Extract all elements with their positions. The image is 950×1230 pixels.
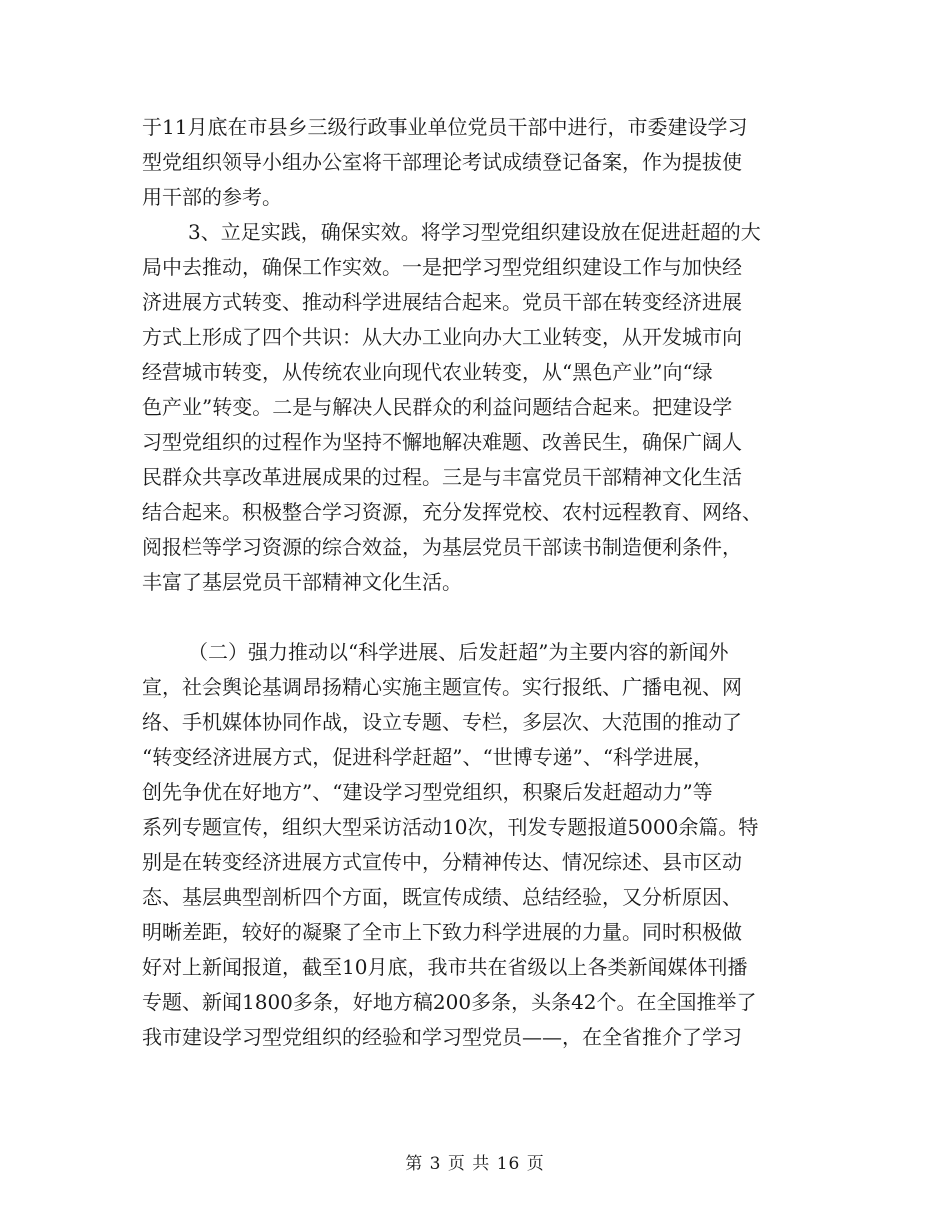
- text-line: 好对上新闻报道，截至10月底，我市共在省级以上各类新闻媒体刊播: [142, 955, 748, 979]
- text-line: 于11月底在市县乡三级行政事业单位党员干部中进行，市委建设学习: [142, 115, 748, 139]
- text-line: 习型党组织的过程作为坚持不懈地解决难题、改善民生，确保广阔人: [142, 430, 742, 454]
- text-line: 创先争优在好地方”、“建设学习型党组织，积聚后发赶超动力”等: [142, 780, 713, 804]
- text-line: 方式上形成了四个共识：从大办工业向办大工业转变，从开发城市向: [142, 325, 742, 349]
- paragraph: [142, 110, 802, 215]
- text-line: 专题、新闻1800多条，好地方稿200多条，头条42个。在全国推举了: [142, 990, 757, 1014]
- text-line: 络、手机媒体协同作战，设立专题、专栏，多层次、大范围的推动了: [142, 710, 742, 734]
- text-line: “转变经济进展方式，促进科学赶超”、“世博专递”、“科学进展，: [142, 745, 714, 769]
- text-line: 阅报栏等学习资源的综合效益，为基层党员干部读书制造便利条件，: [142, 535, 742, 559]
- text-line: 济进展方式转变、推动科学进展结合起来。党员干部在转变经济进展: [142, 290, 742, 314]
- text-line: 明晰差距，较好的凝聚了全市上下致力科学进展的力量。同时积极做: [142, 920, 742, 944]
- text-line: 系列专题宣传，组织大型采访活动10次，刊发专题报道5000余篇。特: [142, 815, 759, 839]
- text-line: 色产业”转变。二是与解决人民群众的利益问题结合起来。把建设学: [142, 395, 733, 419]
- text-line: 我市建设学习型党组织的经验和学习型党员——，在全省推介了学习: [142, 1025, 742, 1049]
- text-line: （二）强力推动以“科学进展、后发赶超”为主要内容的新闻外: [188, 640, 729, 664]
- text-line: 宣，社会舆论基调昂扬精心实施主题宣传。实行报纸、广播电视、网: [142, 675, 742, 699]
- text-line: 结合起来。积极整合学习资源，充分发挥党校、农村远程教育、网络、: [142, 500, 762, 524]
- text-line: 别是在转变经济进展方式宣传中，分精神传达、情况综述、县市区动: [142, 850, 742, 874]
- text-line: 丰富了基层党员干部精神文化生活。: [142, 570, 462, 594]
- page-number-footer: 第 3 页 共 16 页: [405, 1154, 545, 1174]
- text-line: 3、立足实践，确保实效。将学习型党组织建设放在促进赶超的大: [188, 220, 761, 244]
- text-line: 型党组织领导小组办公室将干部理论考试成绩登记备案，作为提拔使: [142, 150, 742, 174]
- text-line: 民群众共享改革进展成果的过程。三是与丰富党员干部精神文化生活: [142, 465, 742, 489]
- text-line: 经营城市转变，从传统农业向现代农业转变，从“黑色产业”向“绿: [142, 360, 713, 384]
- paragraph: [142, 215, 802, 635]
- paragraph: [142, 635, 802, 1055]
- document-body: [142, 110, 802, 1055]
- text-line: [142, 600, 802, 635]
- text-line: 态、基层典型剖析四个方面，既宣传成绩、总结经验，又分析原因、: [142, 885, 742, 909]
- text-line: 用干部的参考。: [142, 185, 282, 209]
- text-line: 局中去推动，确保工作实效。一是把学习型党组织建设工作与加快经: [142, 255, 742, 279]
